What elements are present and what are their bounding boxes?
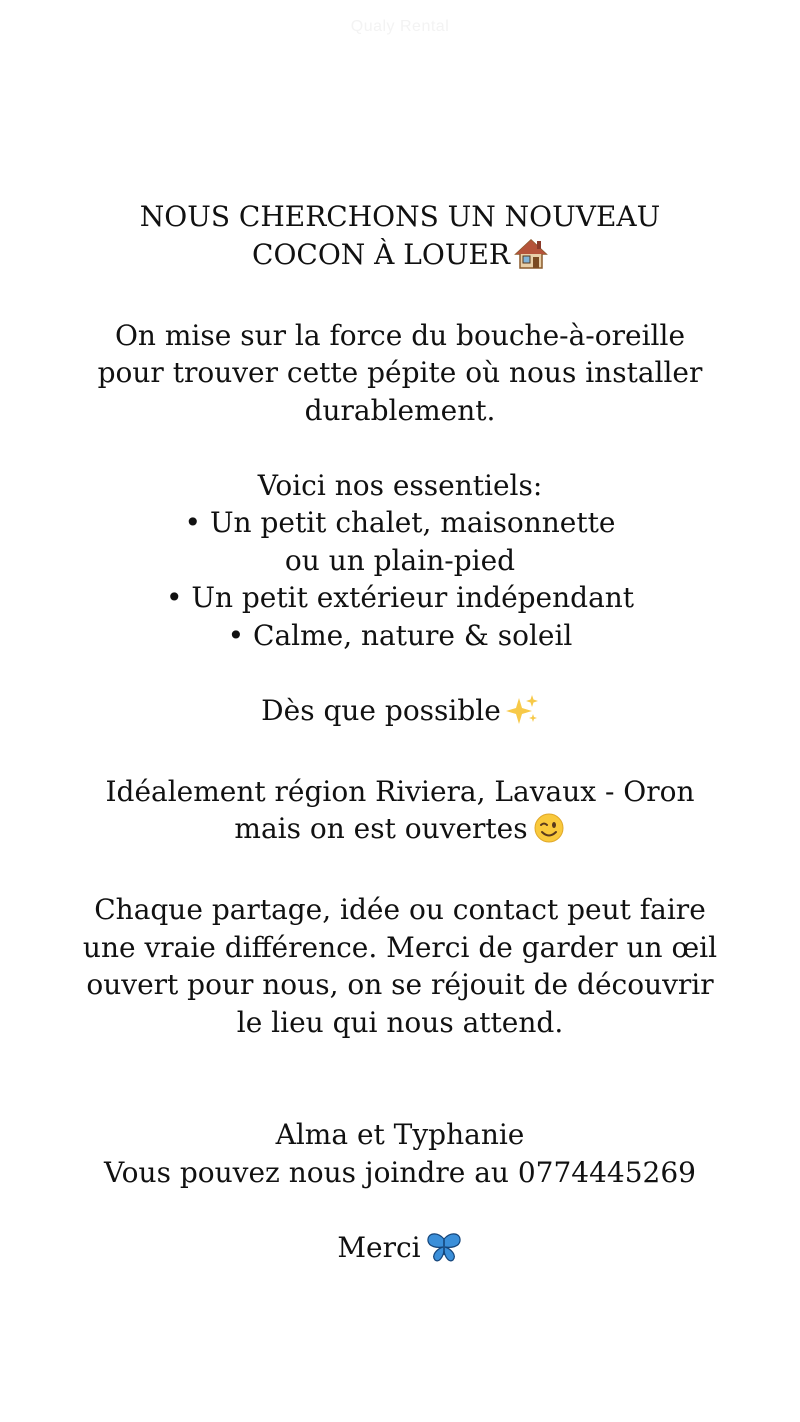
region-line-2 (60, 810, 740, 854)
thanks-text: Merci (337, 1230, 421, 1264)
region-line-2-text: mais on est ouvertes (234, 812, 528, 845)
essential-item-2: • Un petit extérieur indépendant (165, 581, 635, 614)
story-text (60, 198, 740, 1272)
title-line-2 (60, 236, 740, 280)
house-emoji-icon (514, 238, 548, 280)
title-line-2-text: COCON À LOUER (252, 237, 510, 271)
thanks-line (60, 1229, 740, 1273)
butterfly-emoji-icon (425, 1231, 463, 1273)
timing-line (60, 692, 740, 736)
essential-item-1-cont: ou un plain-pied (284, 543, 516, 577)
appeal-line-3: ouvert pour nous, on se réjouit de découvrir (86, 968, 714, 1001)
intro-line-3: durablement. (304, 393, 496, 427)
timing-text: Dès que possible (261, 693, 501, 727)
signature: Alma et Typhanie (275, 1118, 525, 1151)
appeal-line-4: le lieu qui nous attend. (236, 1005, 564, 1039)
intro-line-1: On mise sur la force du bouche-à-oreille (114, 318, 686, 352)
region-line-1: Idéalement région Riviera, Lavaux - Oron (105, 774, 695, 808)
winking-face-emoji-icon (532, 812, 566, 854)
intro-line-2: pour trouver cette pépite où nous installer (97, 356, 703, 389)
essential-item-3: • Calme, nature & soleil (227, 618, 573, 652)
appeal-line-1: Chaque partage, idée ou contact peut faire (94, 893, 706, 926)
essential-item-1: • Un petit chalet, maisonnette (184, 506, 616, 539)
contact-line: Vous pouvez nous joindre au 0774445269 (104, 1155, 696, 1189)
sparkles-emoji-icon (505, 694, 539, 736)
title-line-1: NOUS CHERCHONS UN NOUVEAU (139, 200, 661, 233)
appeal-line-2: une vraie différence. Merci de garder un œil (82, 930, 718, 964)
essentials-heading: Voici nos essentiels: (257, 468, 543, 502)
watermark: Qualy Rental (350, 18, 450, 35)
